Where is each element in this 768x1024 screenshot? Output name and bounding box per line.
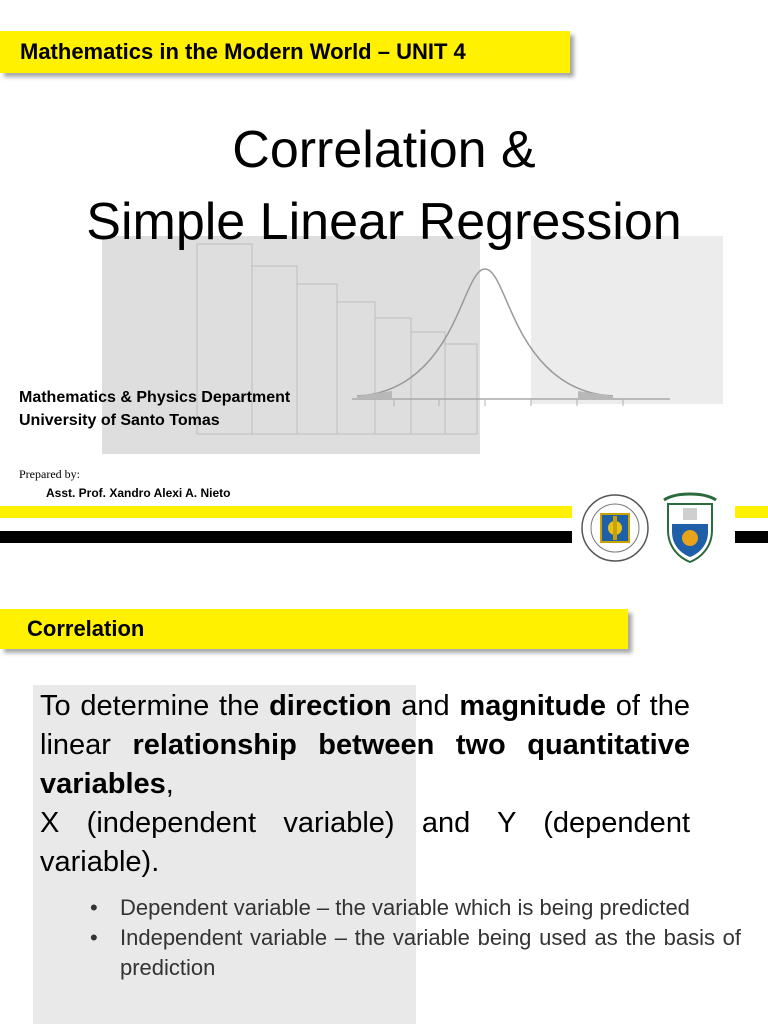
bullet-text: Independent variable – the variable being used as the basis of prediction [120,925,741,980]
university-label: University of Santo Tomas [19,412,220,429]
definition-list [90,893,741,983]
prepared-by-label: Prepared by: [19,467,80,481]
intro-paragraph [40,687,690,804]
bullet-icon: • [90,895,98,920]
black-stripe [0,531,572,543]
bullet-icon: • [90,925,98,950]
decor-block [297,284,337,434]
slide-title-line1: Correlation & [232,121,536,179]
intro-text-run: and [391,690,460,722]
intro-text [40,687,690,882]
intro-bold-direction: direction [269,690,392,722]
decor-block [445,344,477,434]
preparer-name: Asst. Prof. Xandro Alexi A. Nieto [46,486,231,500]
list-item [90,893,741,923]
unit-banner: Mathematics in the Modern World – UNIT 4 [0,31,570,73]
decor-block [252,266,297,434]
decor-block [337,302,375,434]
black-stripe-right [735,531,768,543]
intro-bold-magnitude: magnitude [459,690,607,722]
slide-title-line2: Simple Linear Regression [86,193,682,251]
bullet-text: Dependent variable – the variable which is being predicted [120,895,690,920]
variables-paragraph: X (independent variable) and Y (dependent variable). [40,807,690,878]
correlation-slide [0,575,768,1024]
section-banner: Correlation [0,609,628,649]
ust-coat-of-arms-icon [656,490,724,566]
intro-text-run: To determine the [40,690,270,722]
yellow-stripe-right [735,506,768,518]
list-item [90,923,741,983]
bell-curve [357,269,613,396]
yellow-stripe [0,506,572,518]
intro-text-run: of the linear [40,690,690,761]
intro-text-run: , [165,768,174,800]
intro-bold-relationship: relationship between two quantitative variables [40,729,690,800]
department-label: Mathematics & Physics Department [19,389,291,406]
decor-block [375,318,411,434]
ust-seal-icon [580,490,650,566]
